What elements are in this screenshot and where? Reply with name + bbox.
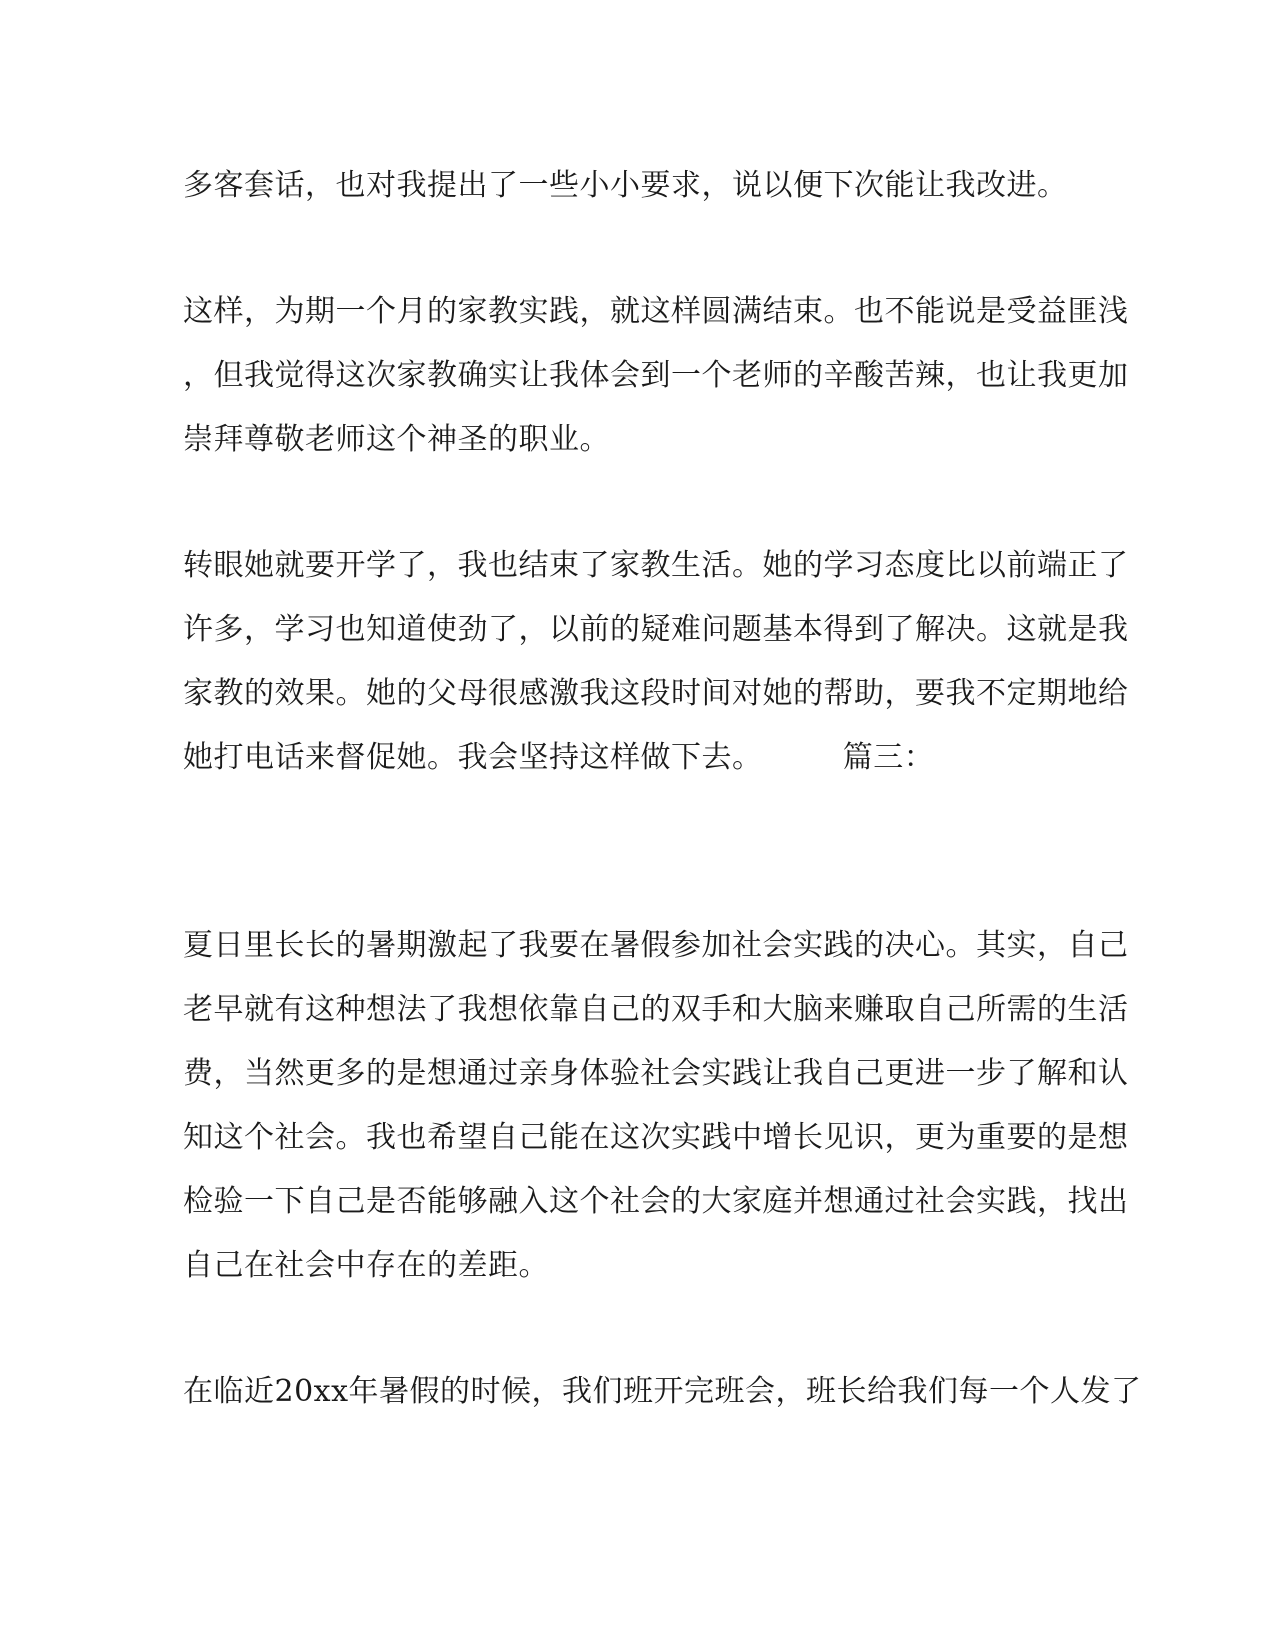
- text-line: 在临近20xx年暑假的时候，我们班开完班会，班长给我们每一个人发了: [183, 1374, 1142, 1409]
- text-line: 夏日里长长的暑期激起了我要在暑假参加社会实践的决心。其实，自己: [183, 928, 1129, 963]
- text-line: 知这个社会。我也希望自己能在这次实践中增长见识，更为重要的是想: [183, 1120, 1129, 1155]
- text-line: 费，当然更多的是想通过亲身体验社会实践让我自己更进一步了解和认: [183, 1056, 1129, 1091]
- text-line: 崇拜尊敬老师这个神圣的职业。: [183, 422, 610, 457]
- text-line: ，但我觉得这次家教确实让我体会到一个老师的辛酸苦辣，也让我更加: [183, 358, 1129, 393]
- text-line: 检验一下自己是否能够融入这个社会的大家庭并想通过社会实践，找出: [183, 1184, 1129, 1219]
- text-line: 家教的效果。她的父母很感激我这段时间对她的帮助，要我不定期地给: [183, 676, 1129, 711]
- text-line: 她打电话来督促她。我会坚持这样做下去。 篇三：: [183, 740, 935, 775]
- text-line: 自己在社会中存在的差距。: [183, 1248, 549, 1283]
- text-line: 这样，为期一个月的家教实践，就这样圆满结束。也不能说是受益匪浅: [183, 294, 1129, 329]
- text-line: 多客套话，也对我提出了一些小小要求，说以便下次能让我改进。: [183, 168, 1068, 203]
- text-line: 转眼她就要开学了，我也结束了家教生活。她的学习态度比以前端正了: [183, 548, 1129, 583]
- text-line: 老早就有这种想法了我想依靠自己的双手和大脑来赚取自己所需的生活: [183, 992, 1129, 1027]
- text-line: 许多，学习也知道使劲了，以前的疑难问题基本得到了解决。这就是我: [183, 612, 1129, 647]
